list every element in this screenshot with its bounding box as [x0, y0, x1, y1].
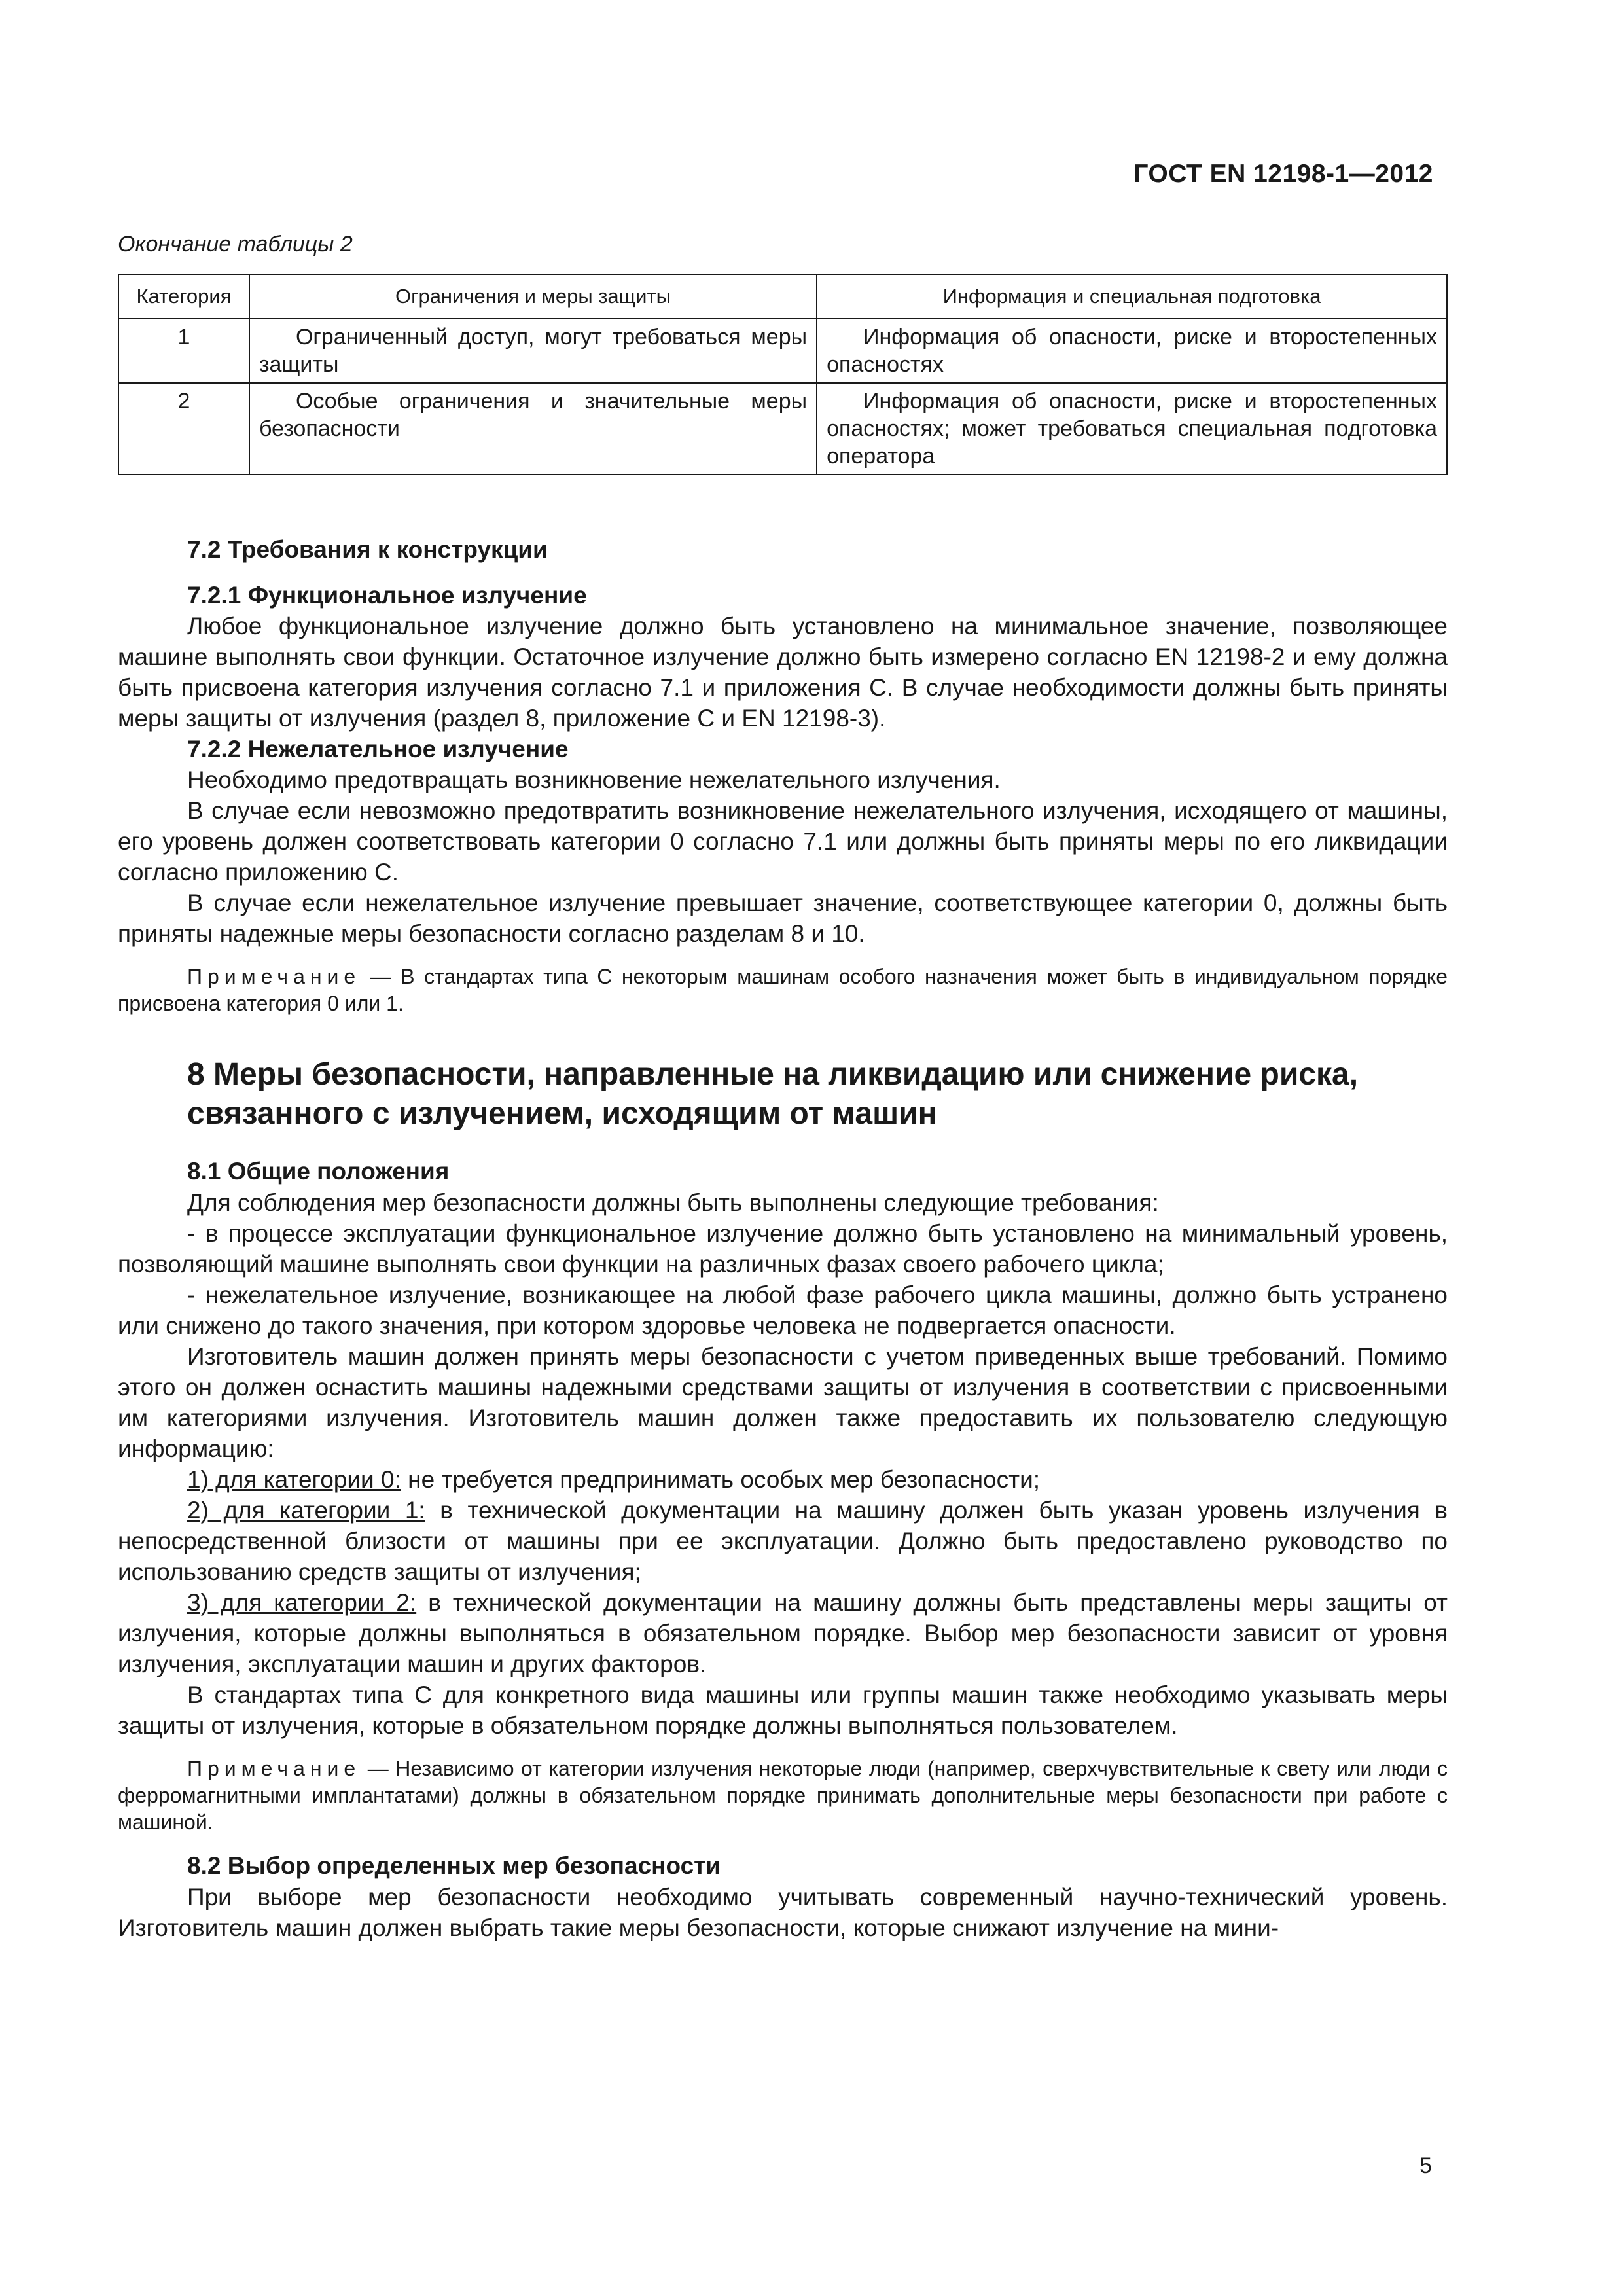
category-0-text: не требуется предпринимать особых мер безопасности; [401, 1466, 1041, 1493]
paragraph: Для соблюдения мер безопасности должны быть выполнены следующие требования: [187, 1189, 1159, 1216]
table-caption: Окончание таблицы 2 [118, 232, 353, 257]
table-cell-info: Информация об опасности, риске и второстепенных опасностях; может требоваться специальная подготовка оператора [817, 383, 1447, 475]
column-header-limits: Ограничения и меры защиты [249, 274, 817, 319]
table-cell-category: 2 [118, 383, 249, 475]
section-heading-7-2: 7.2 Требования к конструкции [187, 536, 548, 563]
body-text [118, 534, 1448, 1943]
section-heading-7-2-1: 7.2.1 Функциональное излучение [187, 582, 587, 609]
list-item: - в процессе эксплуатации функциональное излучение должно быть установлено на минимальный уровень, позволяющий машине выполнять свои функции на различных фазах своего рабочего цикла; [118, 1220, 1448, 1278]
table-cell-limits: Ограниченный доступ, могут требоваться меры защиты [249, 319, 817, 383]
section-heading-8-1: 8.1 Общие положения [187, 1158, 450, 1185]
column-header-info: Информация и специальная подготовка [817, 274, 1447, 319]
category-1-label: 2) для категории 1: [187, 1497, 425, 1524]
note-label: Примечание [187, 1757, 361, 1780]
list-item [118, 1495, 1448, 1587]
category-1-text: в технической документации на машину должен быть указан уровень излучения в непосредственной близости от машины при ее эксплуатации. Должно быть предоставлено руководство по использованию средств защиты от излучения; [118, 1497, 1448, 1585]
paragraph: Изготовитель машин должен принять меры безопасности с учетом приведенных выше требований. Помимо этого он должен оснастить машины надежными средствами защиты от излучения в соответствии с присвоенными им категориями излучения. Изготовитель машин должен также предоставить их пользователю следующую информацию: [118, 1343, 1448, 1462]
category-table [118, 274, 1448, 475]
table-cell-info: Информация об опасности, риске и второстепенных опасностях [817, 319, 1447, 383]
list-item: - нежелательное излучение, возникающее на любой фазе рабочего цикла машины, должно быть устранено или снижено до такого значения, при котором здоровье человека не подвергается опасности. [118, 1282, 1448, 1339]
paragraph: Любое функциональное излучение должно быть установлено на минимальное значение, позволяющее машине выполнять свои функции. Остаточное излучение должно быть измерено согласно EN 12198-2 и ему должна быть присвоена категория излучения согласно 7.1 и приложения С. В случае необходимости должны быть приняты меры защиты от излучения (раздел 8, приложение С и EN 12198-3). [118, 613, 1448, 732]
note [118, 1755, 1448, 1836]
paragraph: В стандартах типа С для конкретного вида машины или группы машин также необходимо указывать меры защиты от излучения, которые в обязательном порядке должны выполняться пользователем. [118, 1681, 1448, 1739]
table-row [118, 383, 1447, 475]
table-row [118, 319, 1447, 383]
section-heading-7-2-2: 7.2.2 Нежелательное излучение [187, 736, 569, 762]
list-item [118, 1464, 1448, 1495]
note-label: Примечание [187, 965, 361, 988]
paragraph: При выборе мер безопасности необходимо учитывать современный научно-технический уровень. Изготовитель машин должен выбрать такие меры безопасности, которые снижают излучение на мини- [118, 1884, 1448, 1941]
note [118, 963, 1448, 1017]
note-text: — Независимо от категории излучения некоторые люди (например, сверхчувствительные к свету или люди с ферромагнитными имплантатами) должны в обязательном порядке принимать дополнительные меры безопасности при работе с машиной. [118, 1757, 1448, 1834]
column-header-category: Категория [118, 274, 249, 319]
page-number: 5 [1419, 2153, 1432, 2178]
section-heading-8: 8 Меры безопасности, направленные на ликвидацию или снижение риска, связанного с излучением, исходящим от машин [187, 1057, 1359, 1131]
table-cell-category: 1 [118, 319, 249, 383]
document-code: ГОСТ EN 12198-1—2012 [1133, 160, 1433, 188]
category-2-label: 3) для категории 2: [187, 1589, 417, 1616]
paragraph: В случае если нежелательное излучение превышает значение, соответствующее категории 0, должны быть приняты надежные меры безопасности согласно разделам 8 и 10. [118, 889, 1448, 947]
table-header-row [118, 274, 1447, 319]
note-text: — В стандартах типа С некоторым машинам особого назначения может быть в индивидуальном порядке присвоена категория 0 или 1. [118, 965, 1448, 1015]
list-item [118, 1587, 1448, 1679]
table-cell-limits: Особые ограничения и значительные меры безопасности [249, 383, 817, 475]
paragraph: В случае если невозможно предотвратить возникновение нежелательного излучения, исходящего от машины, его уровень должен соответствовать категории 0 согласно 7.1 или должны быть приняты меры по его ликвидации согласно приложению С. [118, 797, 1448, 886]
category-2-text: в технической документации на машину должны быть представлены меры защиты от излучения, которые должны выполняться в обязательном порядке. Выбор мер безопасности зависит от уровня излучения, эксплуатации машин и других факторов. [118, 1589, 1448, 1677]
paragraph: Необходимо предотвращать возникновение нежелательного излучения. [187, 766, 1001, 793]
section-heading-8-2: 8.2 Выбор определенных мер безопасности [187, 1852, 721, 1879]
category-0-label: 1) для категории 0: [187, 1466, 401, 1493]
